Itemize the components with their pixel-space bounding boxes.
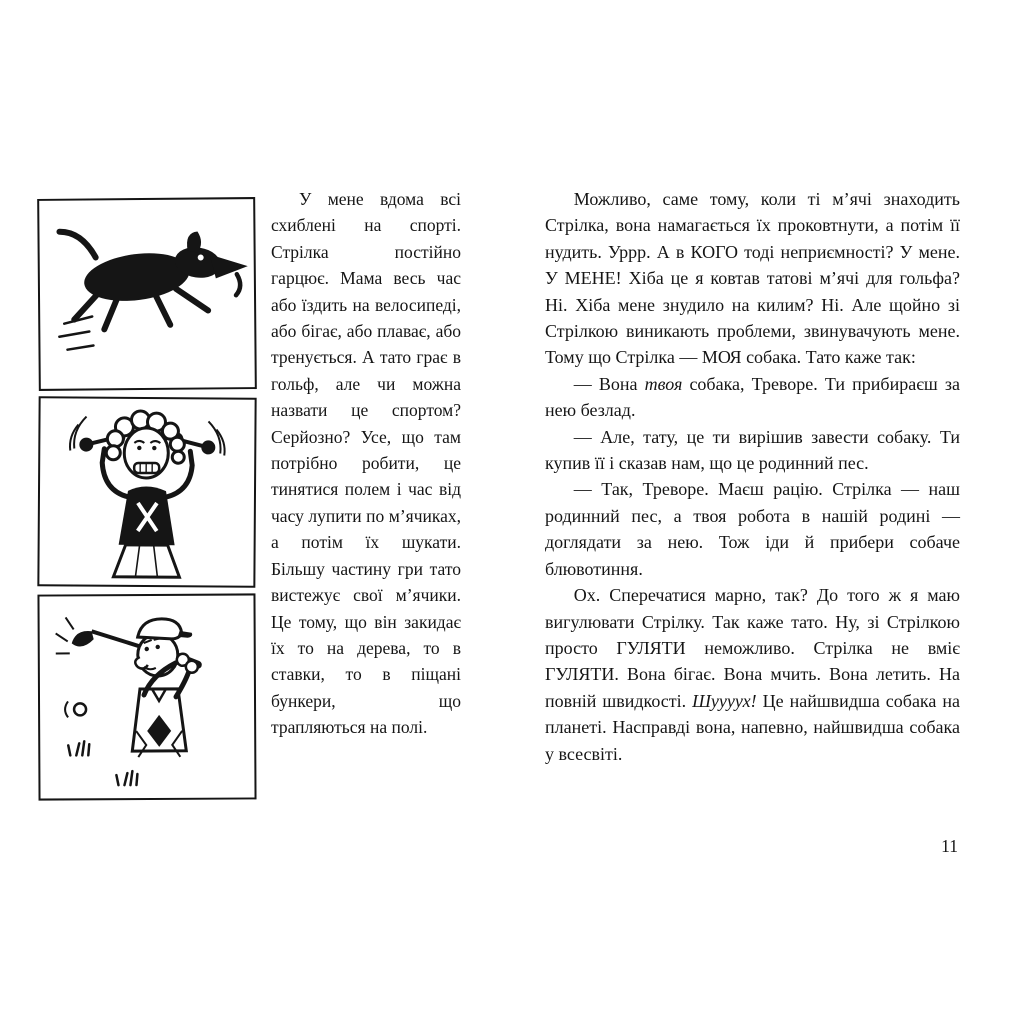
golfer-icon xyxy=(39,595,254,798)
paragraph xyxy=(271,186,461,741)
page-number: 11 xyxy=(941,836,958,856)
woman-dumbbells-icon xyxy=(39,398,254,585)
paragraph xyxy=(545,371,960,424)
text-segment: Це найшвидша собака на планеті. Насправді вона, напевно, найшвидша собака у всесвіті. xyxy=(545,690,960,764)
text-segment: собака, Треворе. Ти прибираєш за нею безлад. xyxy=(545,373,960,421)
illustration-woman-with-dumbbells xyxy=(37,396,256,588)
illustration-column xyxy=(38,198,256,807)
illustration-running-dog xyxy=(37,197,257,391)
paragraph xyxy=(545,476,960,582)
paragraph xyxy=(545,186,960,371)
illustration-golfer xyxy=(37,593,256,800)
text-segment: Ох. Сперечатися марно, так? До того ж я маю вигулювати Стрілку. Так каже тато. Ну, зі Стрілкою просто ГУЛЯТИ неможливо. Стрілка не вміє ГУЛЯТИ. Вона бігає. Вона мчить. Вона летить. На повній швидкості. xyxy=(545,585,960,711)
italic-text: твоя xyxy=(644,373,683,394)
text-column-left xyxy=(271,186,461,741)
text-column-right xyxy=(545,186,960,767)
paragraph xyxy=(545,424,960,477)
text-segment: Можливо, саме тому, коли ті м’ячі знаходить Стрілка, вона намагається їх проковтнути, а потім її нудить. Уррр. А в КОГО тоді неприємності? У мене. У МЕНЕ! Хіба це я ковтав татові м’ячі для гольфа? Ні. Хіба мене знудило на килим? Ні. Але щойно зі Стрілкою виникають проблеми, звинувачують мене. Тому що Стрілка — МОЯ собака. Тато каже так: xyxy=(545,189,960,368)
running-dog-icon xyxy=(39,199,255,389)
text-segment: — Вона xyxy=(573,373,645,394)
text-segment: — Але, тату, це ти вирішив завести собаку. Ти купив її і сказав нам, що це родинний пес. xyxy=(545,426,960,474)
italic-text: Шуууух! xyxy=(692,690,757,711)
text-segment: — Так, Треворе. Маєш рацію. Стрілка — наш родинний пес, а твоя робота в нашій родині — доглядати за нею. Тож іди й прибери собаче блювотиння. xyxy=(545,479,960,579)
text-segment: У мене вдома всі схиблені на спорті. Стрілка постійно гарцює. Мама весь час або їздить на велосипеді, або бігає, або плаває, або тренується. А тато грає в гольф, але чи можна назвати це спортом? Серйозно? Усе, що там потрібно робити, це тинятися полем і час від часу лупити по м’ячиках, а потім їх шукати. Більшу частину гри тато вистежує свої м’ячики. Це тому, що він закидає їх то на дерева, то в ставки, то в піщані бункери, що трапляються на полі. xyxy=(271,189,461,738)
paragraph xyxy=(545,582,960,767)
